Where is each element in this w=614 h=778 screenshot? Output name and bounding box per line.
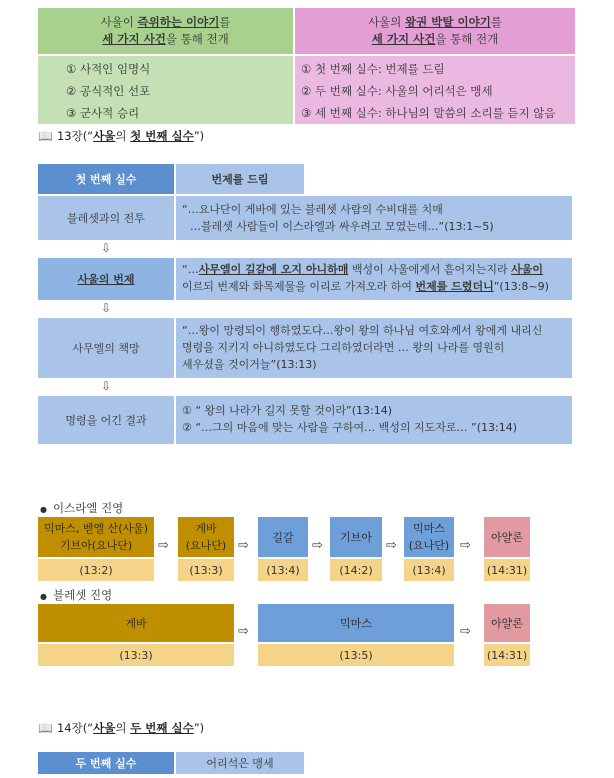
list-item: ③ 세 번째 실수: 하나님의 말씀의 소리를 듣지 않음 — [301, 106, 556, 120]
left-items — [38, 56, 293, 124]
book-icon: 📖 — [38, 129, 53, 143]
philistine-place-2: 믹마스 — [258, 604, 454, 642]
list-item: ① 첫 번째 실수: 번제를 드림 — [301, 62, 445, 76]
israel-ref-6: (14:31) — [484, 559, 530, 581]
ch14-header-right: 어리석은 맹세 — [176, 752, 304, 774]
israel-ref-5: (13:4) — [404, 559, 454, 581]
list-item: ② 공식적인 선포 — [66, 84, 151, 98]
list-item: ③ 군사적 승리 — [66, 106, 140, 120]
list-item: ① 사적인 임명식 — [66, 62, 151, 76]
israel-place-3: 길갈 — [258, 517, 308, 557]
ch13-row3-label: 사무엘의 책망 — [38, 318, 174, 378]
israel-place-4: 기브아 — [330, 517, 382, 557]
ch13-header-left: 첫 번째 실수 — [38, 164, 174, 194]
book-icon: 📖 — [38, 721, 53, 735]
bullet-icon: ● — [40, 505, 47, 514]
israel-ref-1: (13:2) — [38, 559, 154, 581]
ch13-header-right: 번제를 드림 — [176, 164, 304, 194]
ch13-row4-label: 명령을 어긴 결과 — [38, 396, 174, 444]
israel-place-6: 아얄론 — [484, 517, 530, 557]
israel-place-1: 믹마스, 벧엘 산(사울) 기브아(요나단) — [38, 517, 154, 557]
chapter14-title: 📖 14장(“사울의 두 번째 실수”) — [38, 721, 205, 735]
israel-route-title: ● 이스라엘 진영 — [40, 501, 124, 515]
right-arrow-icon: ⇨ — [312, 538, 323, 553]
israel-ref-3: (13:4) — [258, 559, 308, 581]
ch13-row2-label: 사울의 번제 — [38, 258, 174, 300]
ch13-row3-text: “…왕이 망령되이 행하였도다…왕이 왕의 하나님 여호와께서 왕에게 내리신 명령을 지키지 아니하였도다 그리하였더라면 … 왕의 나라를 영원히 세우셨을 것이거늘”(13:13) — [176, 318, 572, 378]
right-arrow-icon: ⇨ — [460, 624, 471, 639]
down-arrow-icon: ⇩ — [101, 301, 112, 315]
right-arrow-icon: ⇨ — [460, 538, 471, 553]
down-arrow-icon: ⇩ — [101, 241, 112, 255]
philistine-route-title: ● 블레셋 진영 — [40, 588, 113, 602]
chapter13-title: 📖 13장(“사울의 첫 번째 실수”) — [38, 129, 205, 143]
right-arrow-icon: ⇨ — [238, 538, 249, 553]
israel-ref-2: (13:3) — [178, 559, 234, 581]
bullet-icon: ● — [40, 592, 47, 601]
right-arrow-icon: ⇨ — [386, 538, 397, 553]
israel-place-5: 믹마스 (요나단) — [404, 517, 454, 557]
ch13-row4-text: ① “ 왕의 나라가 길지 못할 것이라”(13:14) ② “…그의 마음에 맞는 사람을 구하여… 백성의 지도자로… ”(13:14) — [176, 396, 572, 444]
ch13-row1-text: “…요나단이 게바에 있는 블레셋 사람의 수비대를 치매 …블레셋 사람들이 이스라엘과 싸우려고 모였는데…”(13:1~5) — [176, 196, 572, 240]
down-arrow-icon: ⇩ — [101, 379, 112, 393]
ch13-row1-label: 블레셋과의 전투 — [38, 196, 174, 240]
left-header: 사울이 즉위하는 이야기를 세 가지 사건을 통해 전개 — [38, 8, 293, 54]
philistine-place-3: 아얄론 — [484, 604, 530, 642]
right-arrow-icon: ⇨ — [238, 624, 249, 639]
israel-place-2: 게바 (요나단) — [178, 517, 234, 557]
right-arrow-icon: ⇨ — [158, 538, 169, 553]
philistine-ref-2: (13:5) — [258, 644, 454, 666]
israel-ref-4: (14:2) — [330, 559, 382, 581]
philistine-ref-1: (13:3) — [38, 644, 234, 666]
ch14-header-left: 두 번째 실수 — [38, 752, 174, 774]
right-items — [295, 56, 575, 124]
ch13-row2-text: “…사무엘이 길갈에 오지 아니하매 백성이 사울에게서 흩어지는지라 사울이 이르되 번제와 화목제물을 이리로 가져오라 하여 번제를 드렸더니”(13:8~9) — [176, 258, 572, 300]
philistine-place-1: 게바 — [38, 604, 234, 642]
right-header: 사울의 왕권 박탈 이야기를 세 가지 사건을 통해 전개 — [295, 8, 575, 54]
philistine-ref-3: (14:31) — [484, 644, 530, 666]
list-item: ② 두 번째 실수: 사울의 어리석은 맹세 — [301, 84, 493, 98]
